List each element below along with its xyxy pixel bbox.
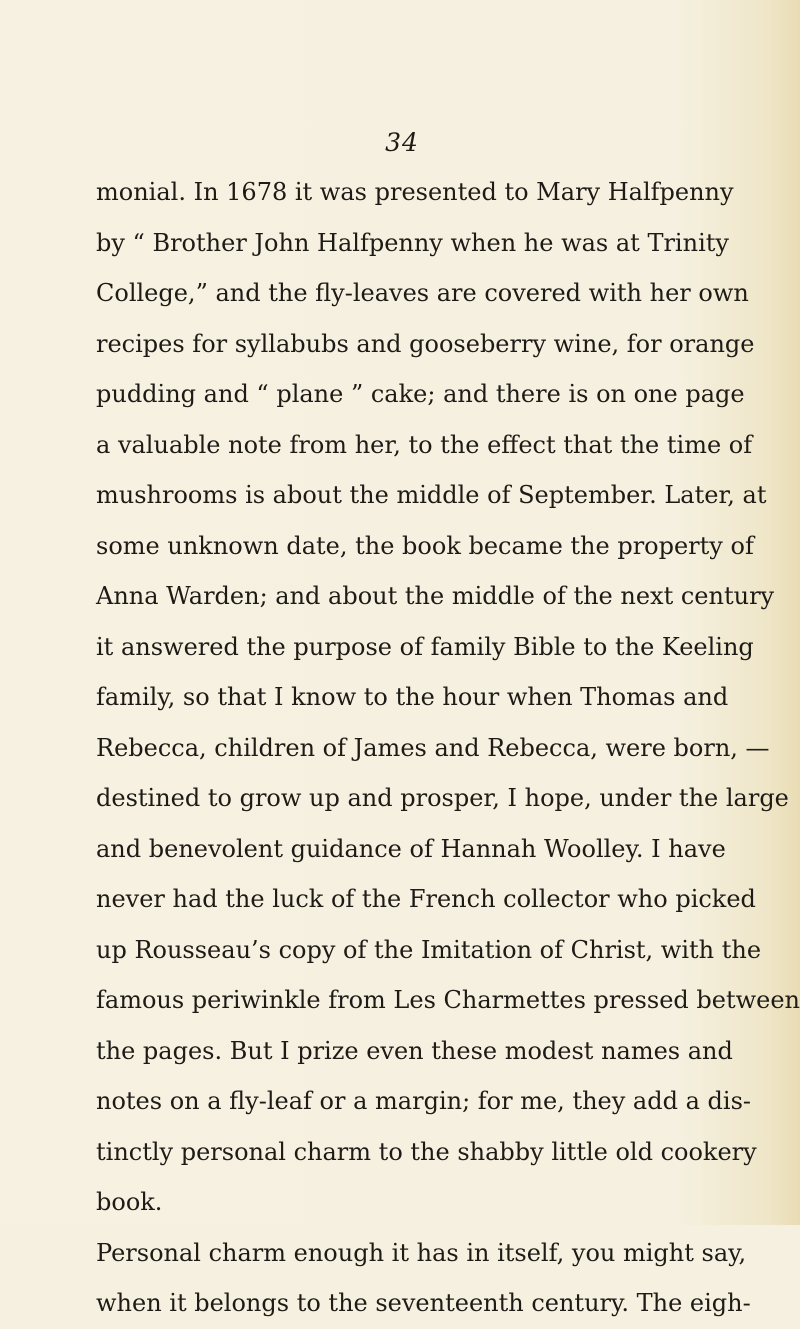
text-line: destined to grow up and prosper, I hope, under the large <box>96 784 789 812</box>
text-line: recipes for syllabubs and gooseberry wine, for orange <box>96 329 755 358</box>
text-line: when it belongs to the seventeenth century. The eigh- <box>96 1289 751 1317</box>
text-line: pudding and “ plane ” cake; and there is on one page <box>96 380 745 408</box>
page-number: 34 <box>385 128 419 157</box>
text-line: Rebecca, children of James and Rebecca, were born, — <box>96 733 770 762</box>
text-line: by “ Brother John Halfpenny when he was at Trinity <box>96 228 729 257</box>
text-line: some unknown date, the book became the property of <box>96 531 754 560</box>
text-line: famous periwinkle from Les Charmettes pressed between <box>96 986 800 1014</box>
text-line: never had the luck of the French collector who picked <box>96 885 756 913</box>
text-line: Personal charm enough it has in itself, you might say, <box>96 1238 747 1267</box>
text-line: mushrooms is about the middle of September. Later, at <box>96 481 767 509</box>
text-line: tinctly personal charm to the shabby little old cookery <box>96 1137 757 1166</box>
text-line: monial. In 1678 it was presented to Mary Halfpenny <box>96 178 734 206</box>
text-line: it answered the purpose of family Bible to the Keeling <box>96 632 754 661</box>
text-line: book. <box>96 1188 163 1216</box>
text-line: up Rousseau’s copy of the Imitation of Christ, with the <box>96 935 762 964</box>
text-line: family, so that I know to the hour when Thomas and <box>96 683 729 711</box>
text-line: College,” and the fly-leaves are covered with her own <box>96 279 749 307</box>
text-line: Anna Warden; and about the middle of the next century <box>96 582 775 610</box>
text-line: the pages. But I prize even these modest names and <box>96 1036 733 1065</box>
text-line: notes on a fly-leaf or a margin; for me, they add a dis- <box>96 1087 751 1115</box>
text-line: a valuable note from her, to the effect that the time of <box>96 430 753 459</box>
body-text <box>96 167 800 1329</box>
text-line: and benevolent guidance of Hannah Woolley. I have <box>96 834 726 863</box>
